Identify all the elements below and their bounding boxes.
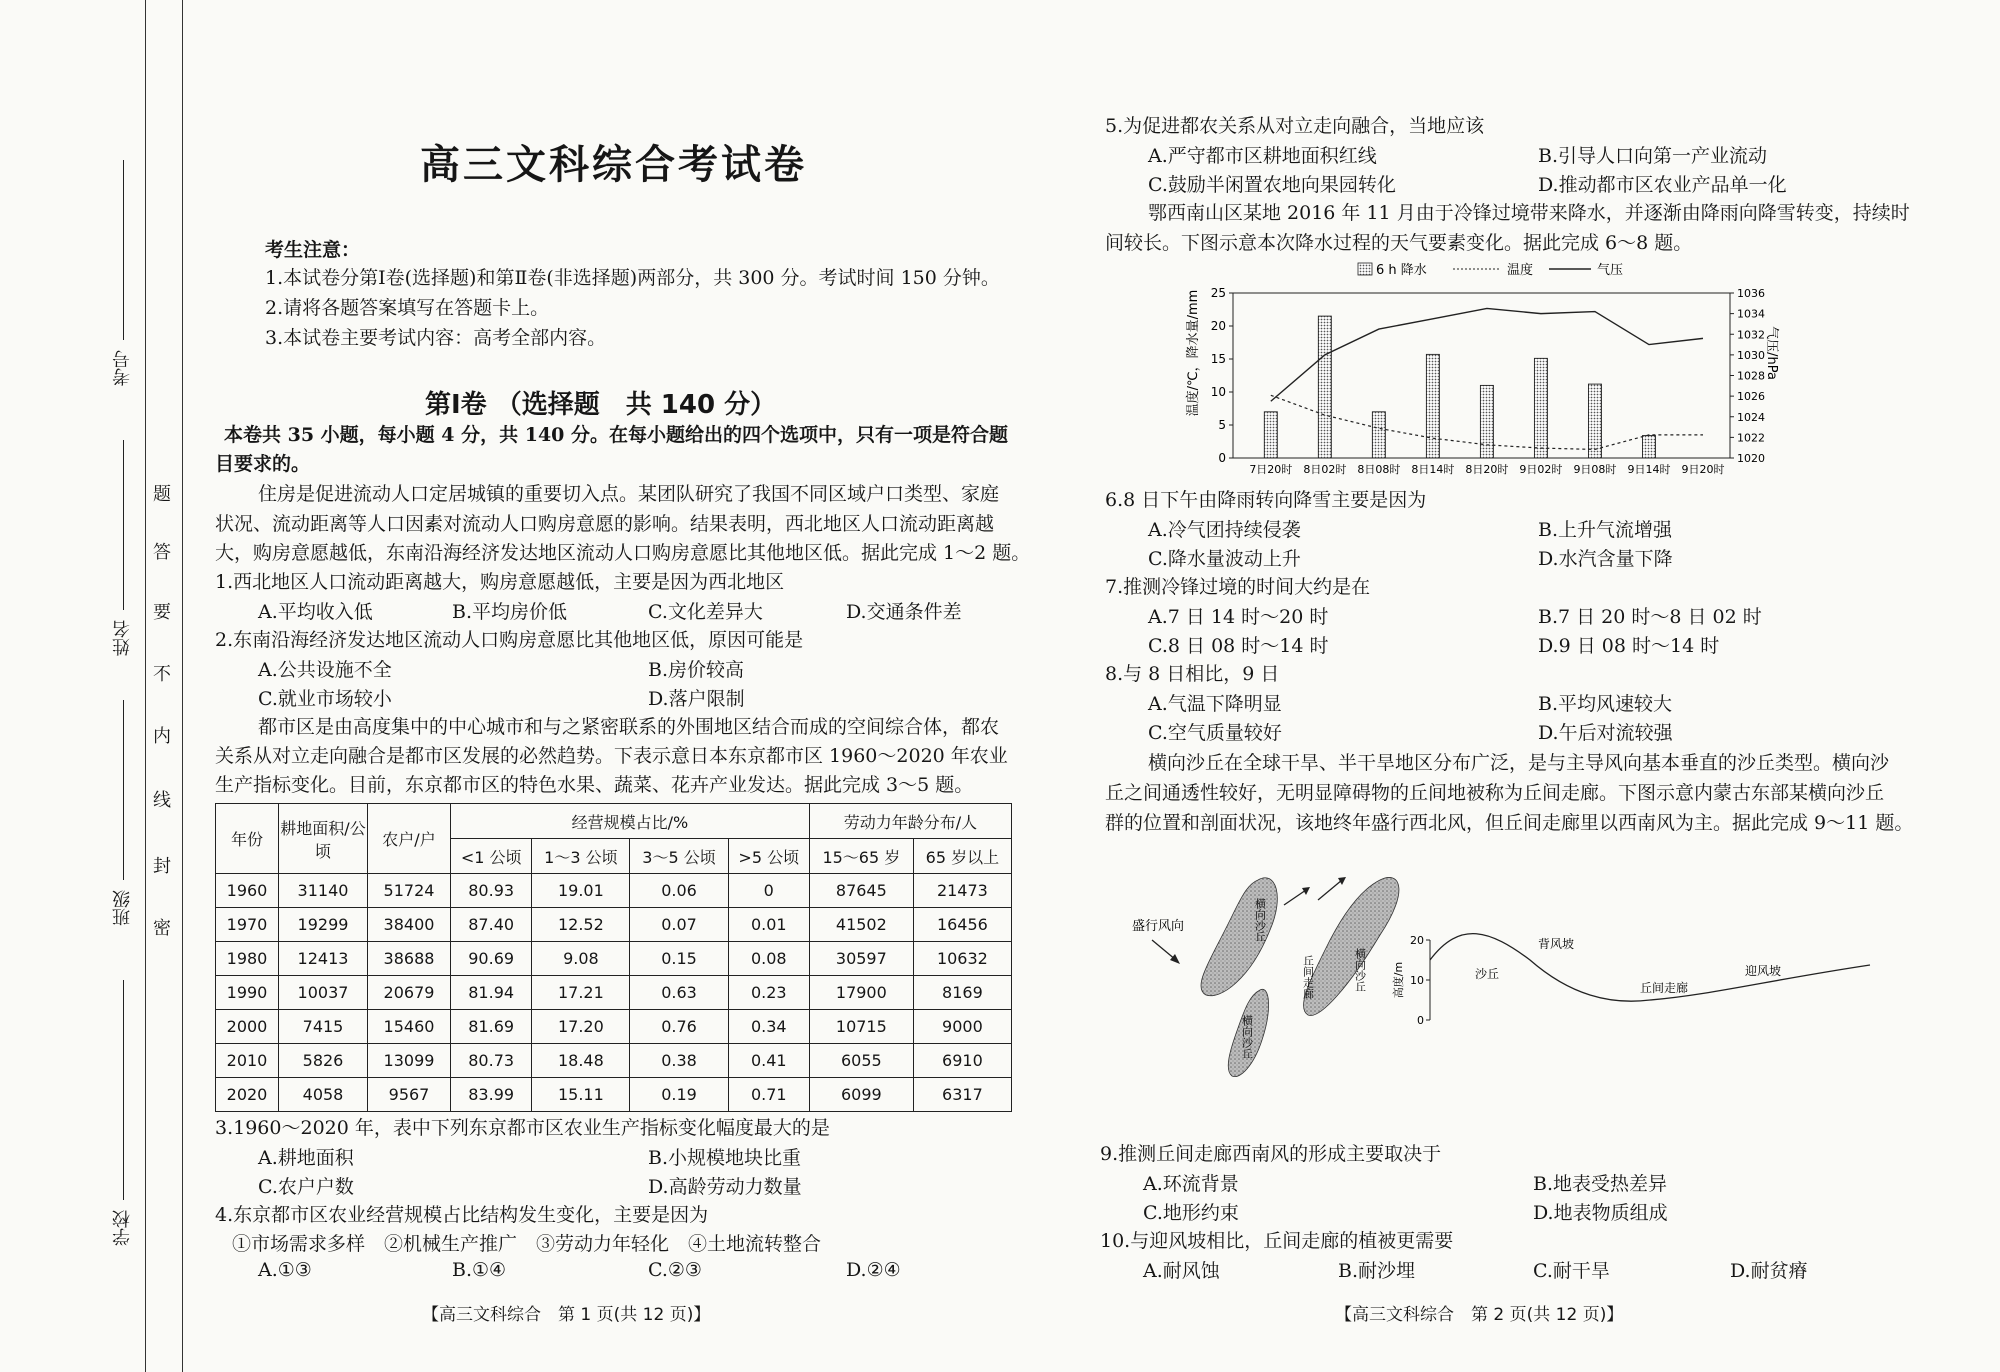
table-body: [216, 874, 1012, 1112]
q10-option-c[interactable]: C.耐干旱: [1533, 1260, 1610, 1282]
x-tick-label: 9日14时: [1627, 463, 1671, 476]
section-title: 第Ⅰ卷 （选择题 共 140 分）: [425, 390, 777, 420]
q4-option-c[interactable]: C.②③: [648, 1259, 702, 1281]
table-cell: 10037: [279, 976, 368, 1010]
q7-option-b[interactable]: B.7 日 20 时～8 日 02 时: [1538, 606, 1762, 628]
q2-option-d[interactable]: D.落户限制: [648, 688, 745, 710]
q10-option-a[interactable]: A.耐风蚀: [1143, 1260, 1220, 1282]
th-scale-col: <1 公顷: [451, 839, 532, 874]
q5-option-c[interactable]: C.鼓励半闲置农地向果园转化: [1148, 174, 1396, 196]
y-right-tick-label: 1030: [1737, 348, 1765, 362]
y-right-tick-label: 1036: [1737, 287, 1765, 300]
table-cell: 90.69: [451, 942, 532, 976]
x-tick-label: 8日08时: [1357, 463, 1401, 476]
question-6-stem: 6.8 日下午由降雨转向降雪主要是因为: [1105, 489, 1427, 511]
table-cell: 0: [728, 874, 809, 908]
q3-option-a[interactable]: A.耕地面积: [258, 1147, 354, 1169]
q8-option-b[interactable]: B.平均风速较大: [1538, 693, 1673, 715]
table-row: [216, 908, 1012, 942]
table-cell: 8169: [913, 976, 1011, 1010]
table-cell: 38688: [368, 942, 451, 976]
profile-label: 迎风坡: [1745, 964, 1782, 978]
passage-line: 横向沙丘在全球干旱、半干旱地区分布广泛，是与主导风向基本垂直的沙丘类型。横向沙: [1148, 752, 1890, 774]
class-label: 班级: [112, 890, 133, 926]
table-cell: 6317: [913, 1078, 1011, 1112]
q3-option-c[interactable]: C.农户户数: [258, 1176, 354, 1198]
agri-table: [215, 803, 1012, 1112]
dune-figure: [1110, 850, 1890, 1100]
table-cell: 15.11: [532, 1078, 630, 1112]
table-cell: 41502: [809, 908, 913, 942]
question-9-stem: 9.推测丘间走廊西南风的形成主要取决于: [1100, 1143, 1442, 1165]
q10-option-b[interactable]: B.耐沙埋: [1338, 1260, 1416, 1282]
y-right-label: 气压/hPa: [1764, 326, 1779, 380]
notice-heading: 考生注意：: [265, 239, 361, 261]
q1-option-b[interactable]: B.平均房价低: [452, 601, 568, 623]
table-cell: 6910: [913, 1044, 1011, 1078]
table-cell: 17.21: [532, 976, 630, 1010]
precip-bar: [1588, 384, 1601, 458]
seal-char: 不: [153, 664, 171, 685]
th-scale-col: >5 公顷: [728, 839, 809, 874]
table-cell: 4058: [279, 1078, 368, 1112]
q6-option-c[interactable]: C.降水量波动上升: [1148, 548, 1301, 570]
question-7-stem: 7.推测冷锋过境的时间大约是在: [1105, 576, 1371, 598]
y-left-tick-label: 20: [1210, 319, 1226, 333]
table-cell: 9.08: [532, 942, 630, 976]
precip-bar: [1642, 436, 1655, 458]
dune-shape: [1303, 877, 1398, 1015]
name-label: 姓名: [112, 620, 133, 656]
table-cell: 18.48: [532, 1044, 630, 1078]
question-5-stem: 5.为促进都农关系从对立走向融合，当地应该: [1105, 115, 1485, 137]
y-right-tick-label: 1034: [1737, 307, 1765, 321]
table-cell: 0.06: [630, 874, 728, 908]
binding-rule: [145, 0, 146, 1372]
precip-bar: [1318, 316, 1331, 458]
q5-option-b[interactable]: B.引导人口向第一产业流动: [1538, 145, 1768, 167]
table-cell: 0.63: [630, 976, 728, 1010]
table-cell: 20679: [368, 976, 451, 1010]
precip-bar: [1480, 385, 1493, 458]
school-blank[interactable]: [123, 980, 124, 1200]
y-right-tick-label: 1020: [1737, 452, 1765, 465]
q6-option-b[interactable]: B.上升气流增强: [1538, 519, 1673, 541]
table-cell: 17900: [809, 976, 913, 1010]
y-right-tick-label: 1024: [1737, 410, 1765, 424]
table-row: [216, 976, 1012, 1010]
passage-line: 都市区是由高度集中的中心城市和与之紧密联系的外围地区结合而成的空间综合体，都农: [258, 716, 1000, 738]
x-tick-label: 8日20时: [1465, 463, 1509, 476]
table-cell: 80.93: [451, 874, 532, 908]
q9-option-b[interactable]: B.地表受热差异: [1533, 1173, 1668, 1195]
table-cell: 10715: [809, 1010, 913, 1044]
y-left-label: 温度/℃，降水量/mm: [1186, 289, 1201, 417]
q9-option-c[interactable]: C.地形约束: [1143, 1202, 1239, 1224]
table-cell: 1970: [216, 908, 279, 942]
instructions-line: 目要求的。: [215, 453, 311, 475]
table-cell: 0.34: [728, 1010, 809, 1044]
y-right-tick-label: 1032: [1737, 328, 1765, 342]
q7-option-d[interactable]: D.9 日 08 时～14 时: [1538, 635, 1720, 657]
q7-option-a[interactable]: A.7 日 14 时～20 时: [1148, 606, 1329, 628]
th-area: 耕地面积/公顷: [279, 804, 368, 874]
profile-label: 沙丘: [1475, 967, 1500, 981]
table-cell: 51724: [368, 874, 451, 908]
dune-label: 横向沙丘: [1353, 948, 1367, 992]
q4-option-b[interactable]: B.①④: [452, 1259, 507, 1281]
table-cell: 19299: [279, 908, 368, 942]
q9-option-d[interactable]: D.地表物质组成: [1533, 1202, 1668, 1224]
passage-line: 间较长。下图示意本次降水过程的天气要素变化。据此完成 6～8 题。: [1105, 232, 1693, 254]
table-cell: 87645: [809, 874, 913, 908]
y-left-tick-label: 25: [1210, 286, 1226, 300]
weather-chart: [1185, 258, 1780, 478]
table-cell: 0.71: [728, 1078, 809, 1112]
y-right-tick-label: 1028: [1737, 369, 1765, 383]
table-cell: 87.40: [451, 908, 532, 942]
q3-option-b[interactable]: B.小规模地块比重: [648, 1147, 802, 1169]
passage-line: 关系从对立走向融合是都市区发展的必然趋势。下表示意日本东京都市区 1960～2020 年农业: [215, 745, 1008, 767]
table-cell: 0.15: [630, 942, 728, 976]
table-cell: 30597: [809, 942, 913, 976]
table-cell: 81.94: [451, 976, 532, 1010]
table-cell: 15460: [368, 1010, 451, 1044]
passage-line: 生产指标变化。目前，东京都市区的特色水果、蔬菜、花卉产业发达。据此完成 3～5 题。: [215, 774, 974, 796]
seal-char: 要: [153, 602, 171, 623]
precip-bar: [1372, 412, 1385, 458]
flow-arrow-icon: [1284, 887, 1310, 905]
profile-tick-label: 0: [1417, 1014, 1424, 1027]
exam-title: 高三文科综合考试卷: [420, 141, 807, 188]
question-2-stem: 2.东南沿海经济发达地区流动人口购房意愿比其他地区低，原因可能是: [215, 629, 804, 651]
x-tick-label: 9日08时: [1573, 463, 1617, 476]
seal-char: 封: [153, 856, 171, 877]
table-cell: 1990: [216, 976, 279, 1010]
x-tick-label: 8日14时: [1411, 463, 1455, 476]
question-8-stem: 8.与 8 日相比，9 日: [1105, 663, 1280, 685]
name-blank[interactable]: [123, 440, 124, 610]
precip-bar: [1426, 354, 1439, 458]
table-cell: 31140: [279, 874, 368, 908]
passage-line: 鄂西南山区某地 2016 年 11 月由于冷锋过境带来降水，并逐渐由降雨向降雪转变，持续时: [1148, 202, 1910, 224]
corridor-label: 丘间走廊: [1301, 955, 1315, 999]
th-labor-col: 65 岁以上: [913, 839, 1011, 874]
table-cell: 0.08: [728, 942, 809, 976]
page1-footer: 【高三文科综合 第 1 页(共 12 页)】: [422, 1305, 711, 1325]
profile-tick-label: 10: [1410, 974, 1424, 987]
page2-footer: 【高三文科综合 第 2 页(共 12 页)】: [1335, 1305, 1624, 1325]
q1-option-a[interactable]: A.平均收入低: [258, 601, 373, 623]
school-label: 学校: [112, 1210, 133, 1246]
q4-option-d[interactable]: D.②④: [846, 1259, 901, 1281]
x-tick-label: 8日02时: [1303, 463, 1347, 476]
table-cell: 2020: [216, 1078, 279, 1112]
y-left-tick-label: 5: [1218, 418, 1226, 432]
q3-option-d[interactable]: D.高龄劳动力数量: [648, 1176, 802, 1198]
table-cell: 0.38: [630, 1044, 728, 1078]
y-left-tick-label: 0: [1218, 451, 1226, 465]
table-cell: 2000: [216, 1010, 279, 1044]
passage-line: 大，购房意愿越低，东南沿海经济发达地区流动人口购房意愿比其他地区低。据此完成 1～2 题。: [215, 542, 1031, 564]
question-4-stem: 4.东京都市区农业经营规模占比结构发生变化，主要是因为: [215, 1204, 709, 1226]
table-cell: 12.52: [532, 908, 630, 942]
q1-option-d[interactable]: D.交通条件差: [846, 601, 962, 623]
legend-pressure: 气压: [1597, 263, 1624, 278]
q6-option-d[interactable]: D.水汽含量下降: [1538, 548, 1673, 570]
table-cell: 9567: [368, 1078, 451, 1112]
passage-line: 丘之间通透性较好，无明显障碍物的丘间地被称为丘间走廊。下图示意内蒙古东部某横向沙丘: [1105, 782, 1885, 804]
legend-precip: 6 h 降水: [1376, 263, 1427, 278]
profile-label: 背风坡: [1538, 937, 1575, 951]
q6-option-a[interactable]: A.冷气团持续侵袭: [1148, 519, 1301, 541]
table-cell: 7415: [279, 1010, 368, 1044]
dune-label: 横向沙丘: [1253, 898, 1267, 942]
table-cell: 0.76: [630, 1010, 728, 1044]
table-cell: 6055: [809, 1044, 913, 1078]
table-cell: 6099: [809, 1078, 913, 1112]
legend-precip-swatch: [1358, 263, 1372, 275]
dune-label: 横向沙丘: [1240, 1015, 1254, 1059]
q10-option-d[interactable]: D.耐贫瘠: [1730, 1260, 1808, 1282]
x-tick-label: 9日02时: [1519, 463, 1563, 476]
table-cell: 0.19: [630, 1078, 728, 1112]
table-cell: 83.99: [451, 1078, 532, 1112]
profile-tick-label: 20: [1410, 934, 1424, 947]
y-left-tick-label: 15: [1210, 352, 1226, 366]
th-households: 农户/户: [368, 804, 451, 874]
x-tick-label: 7日20时: [1249, 463, 1293, 476]
table-cell: 80.73: [451, 1044, 532, 1078]
notice-2: 2.请将各题答案填写在答题卡上。: [265, 297, 550, 319]
q8-option-a[interactable]: A.气温下降明显: [1148, 693, 1282, 715]
passage-line: 住房是促进流动人口定居城镇的重要切入点。某团队研究了我国不同区域户口类型、家庭: [258, 483, 1000, 505]
seal-char: 内: [153, 726, 171, 747]
flow-arrow-icon: [1318, 877, 1346, 900]
profile-label: 丘间走廊: [1640, 981, 1689, 995]
class-blank[interactable]: [123, 700, 124, 880]
table-row: [216, 1010, 1012, 1044]
table-cell: 0.07: [630, 908, 728, 942]
q8-option-c[interactable]: C.空气质量较好: [1148, 722, 1282, 744]
precip-bar: [1534, 358, 1547, 458]
question-3-stem: 3.1960～2020 年，表中下列东京都市区农业生产指标变化幅度最大的是: [215, 1117, 830, 1139]
table-row: [216, 874, 1012, 908]
table-cell: 81.69: [451, 1010, 532, 1044]
th-scale-col: 3～5 公顷: [630, 839, 728, 874]
th-labor-group: 劳动力年龄分布/人: [809, 804, 1011, 839]
table-cell: 9000: [913, 1010, 1011, 1044]
q5-option-a[interactable]: A.严守都市区耕地面积红线: [1148, 145, 1377, 167]
table-cell: 0.01: [728, 908, 809, 942]
notice-1: 1.本试卷分第Ⅰ卷(选择题)和第Ⅱ卷(非选择题)两部分，共 300 分。考试时间 150 分钟。: [265, 267, 1000, 289]
table-cell: 19.01: [532, 874, 630, 908]
table-cell: 0.23: [728, 976, 809, 1010]
profile-y-label: 高度/m: [1392, 961, 1405, 999]
table-cell: 21473: [913, 874, 1011, 908]
q7-option-c[interactable]: C.8 日 08 时～14 时: [1148, 635, 1329, 657]
q1-option-c[interactable]: C.文化差异大: [648, 601, 763, 623]
seal-char: 线: [153, 790, 171, 811]
question-4-items: ①市场需求多样 ②机械生产推广 ③劳动力年轻化 ④土地流转整合: [232, 1233, 822, 1255]
exam-no-label: 考号: [112, 350, 133, 386]
table-cell: 17.20: [532, 1010, 630, 1044]
x-tick-label: 9日20时: [1681, 463, 1725, 476]
binding-rule: [182, 0, 183, 1372]
table-cell: 0.41: [728, 1044, 809, 1078]
notice-3: 3.本试卷主要考试内容：高考全部内容。: [265, 327, 607, 349]
wind-arrow-icon: [1152, 940, 1180, 964]
table-cell: 1960: [216, 874, 279, 908]
seal-char: 题: [153, 484, 171, 505]
y-left-tick-label: 10: [1210, 385, 1226, 399]
table-cell: 10632: [913, 942, 1011, 976]
wind-label: 盛行风向: [1132, 919, 1185, 934]
th-scale-col: 1～3 公顷: [532, 839, 630, 874]
table-cell: 12413: [279, 942, 368, 976]
th-labor-col: 15～65 岁: [809, 839, 913, 874]
seal-char: 密: [153, 918, 171, 939]
table-cell: 13099: [368, 1044, 451, 1078]
th-year: 年份: [216, 804, 279, 874]
q2-option-c[interactable]: C.就业市场较小: [258, 688, 392, 710]
table-row: [216, 942, 1012, 976]
legend-temp: 温度: [1507, 263, 1534, 278]
q9-option-a[interactable]: A.环流背景: [1143, 1173, 1239, 1195]
table-row: [216, 1078, 1012, 1112]
passage-line: 状况、流动距离等人口因素对流动人口购房意愿的影响。结果表明，西北地区人口流动距离越: [215, 513, 995, 535]
q5-option-d[interactable]: D.推动都市区农业产品单一化: [1538, 174, 1787, 196]
th-scale-group: 经营规模占比/%: [451, 804, 810, 839]
table-cell: 38400: [368, 908, 451, 942]
table-cell: 2010: [216, 1044, 279, 1078]
seal-char: 答: [153, 542, 171, 563]
q4-option-a[interactable]: A.①③: [258, 1259, 312, 1281]
table-cell: 1980: [216, 942, 279, 976]
y-right-tick-label: 1022: [1737, 431, 1765, 445]
q2-option-a[interactable]: A.公共设施不全: [258, 659, 392, 681]
instructions-line: 本卷共 35 小题，每小题 4 分，共 140 分。在每小题给出的四个选项中，只有一项是符合题: [224, 424, 1009, 446]
exam-no-blank[interactable]: [123, 160, 124, 340]
q8-option-d[interactable]: D.午后对流较强: [1538, 722, 1673, 744]
precip-bar: [1264, 412, 1277, 458]
y-right-tick-label: 1026: [1737, 390, 1765, 404]
table-cell: 16456: [913, 908, 1011, 942]
question-10-stem: 10.与迎风坡相比，丘间走廊的植被更需要: [1100, 1230, 1454, 1252]
question-1-stem: 1.西北地区人口流动距离越大，购房意愿越低，主要是因为西北地区: [215, 571, 785, 593]
table-cell: 5826: [279, 1044, 368, 1078]
passage-line: 群的位置和剖面状况，该地终年盛行西北风，但丘间走廊里以西南风为主。据此完成 9～11 题。: [1105, 812, 1914, 834]
table-row: [216, 1044, 1012, 1078]
q2-option-b[interactable]: B.房价较高: [648, 659, 745, 681]
